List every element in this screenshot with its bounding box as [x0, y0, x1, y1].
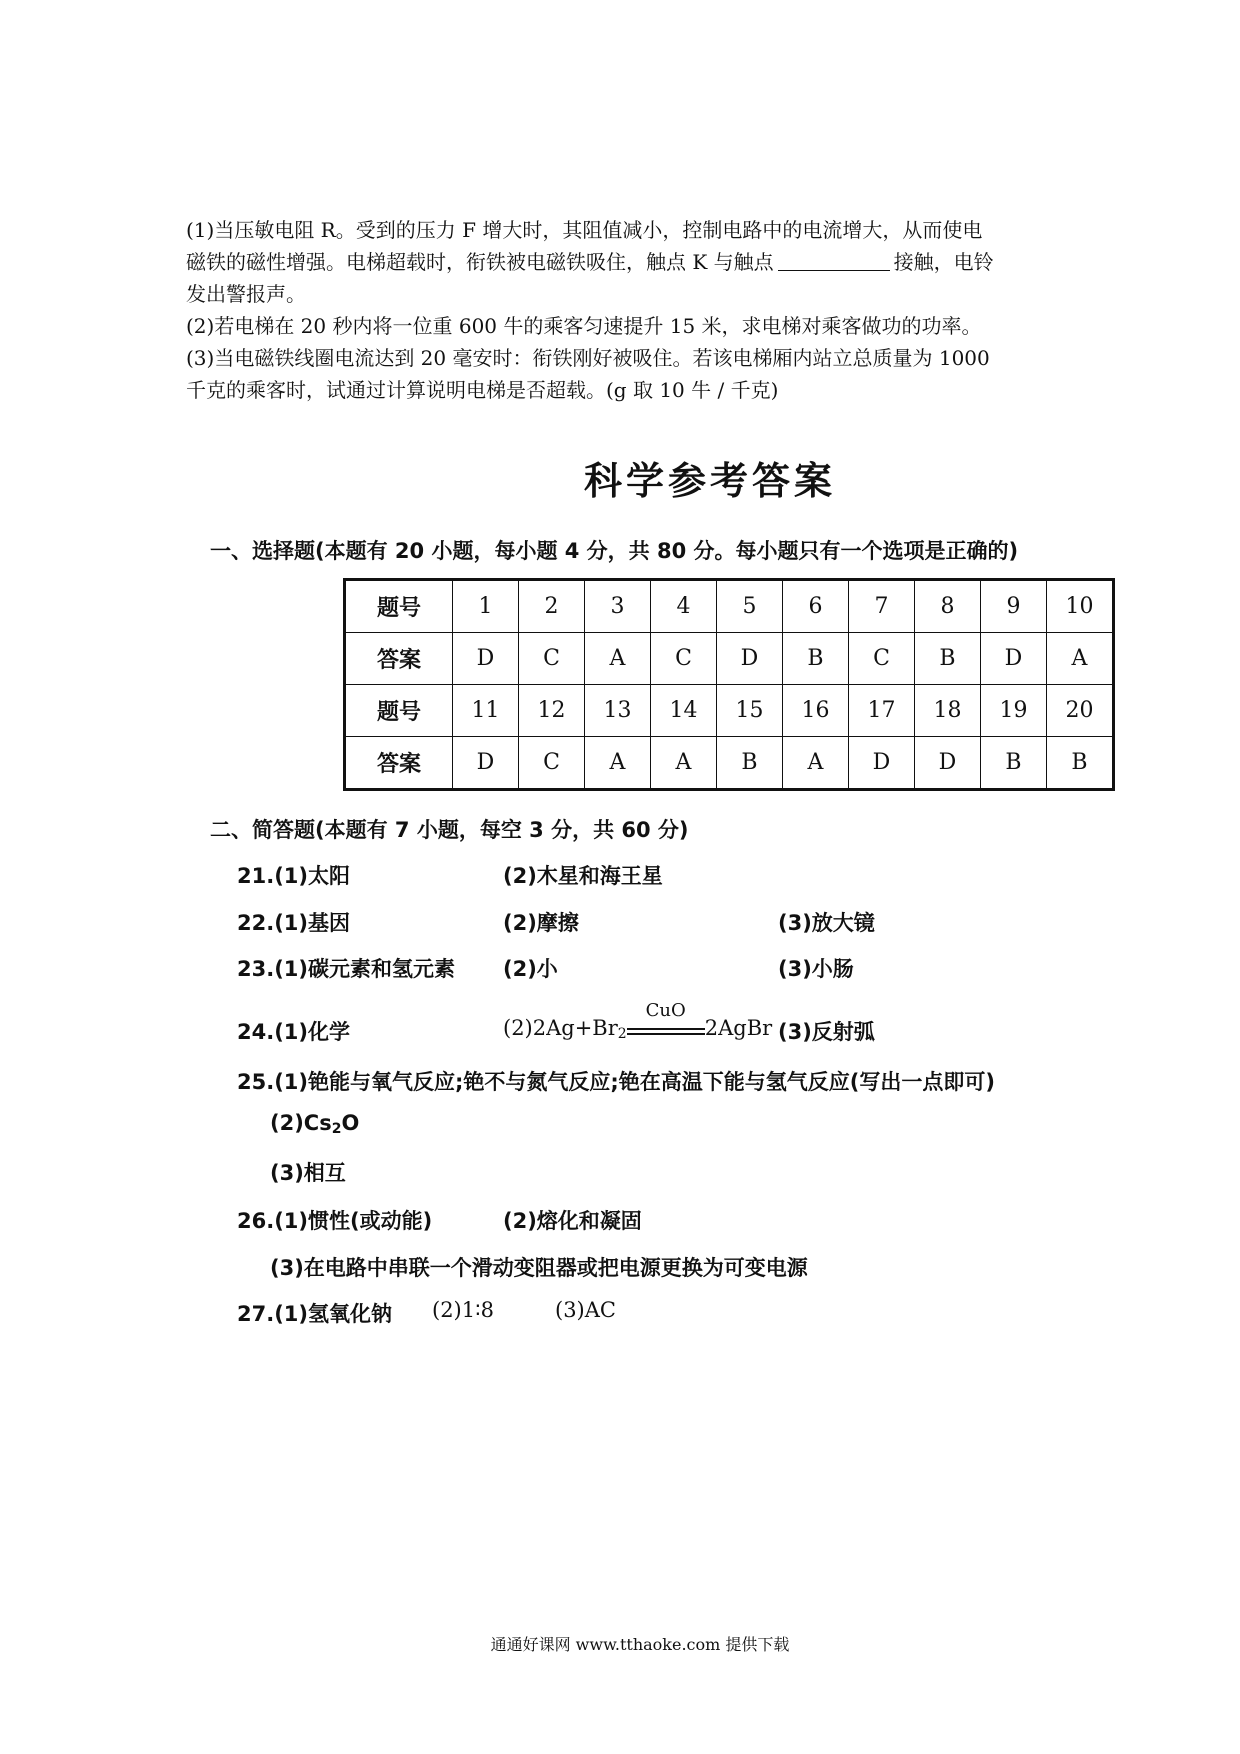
answer-cell: C	[651, 633, 717, 685]
answer-26-2: (2)熔化和凝固	[503, 1209, 642, 1233]
answer-cell: B	[717, 737, 783, 790]
question-number-cell: 6	[783, 580, 849, 633]
answer-22-3: (3)放大镜	[778, 911, 875, 935]
table-row	[345, 685, 1114, 737]
section-heading-choice: 一、选择题(本题有 20 小题，每小题 4 分，共 80 分。每小题只有一个选项是正确的)	[210, 539, 1019, 563]
question-number-cell: 2	[519, 580, 585, 633]
answer-24-2-equation: $(2)2Ag+Br_2$ CuO 2AgBr	[503, 1000, 773, 1042]
question-number-cell: 18	[915, 685, 981, 737]
answer-21-2: (2)木星和海王星	[503, 864, 663, 888]
answer-cell: D	[915, 737, 981, 790]
question-line: (3)当电磁铁线圈电流达到 20 毫安时：衔铁刚好被吸住。若该电梯厢内站立总质量为 1000	[186, 346, 990, 370]
answer-cell: A	[585, 737, 651, 790]
table-row	[345, 737, 1114, 790]
answer-cell: B	[981, 737, 1047, 790]
question-number-cell: 9	[981, 580, 1047, 633]
question-number-cell: 5	[717, 580, 783, 633]
question-line: 发出警报声。	[186, 282, 306, 306]
question-number-cell: 14	[651, 685, 717, 737]
answer-22-1: 22.(1)基因	[237, 911, 351, 935]
answer-blank	[778, 250, 890, 271]
answer-cell: A	[585, 633, 651, 685]
question-number-cell: 16	[783, 685, 849, 737]
answer-22-2: (2)摩擦	[503, 911, 579, 935]
question-number-cell: 17	[849, 685, 915, 737]
question-number-cell: 4	[651, 580, 717, 633]
answer-25-3: (3)相互	[270, 1161, 346, 1185]
answer-24-1: 24.(1)化学	[237, 1020, 351, 1044]
answer-27-2: (2)1∶8	[432, 1298, 494, 1322]
question-line: 千克的乘客时，试通过计算说明电梯是否超载。(g 取 10 牛 / 千克)	[186, 378, 779, 402]
answer-cell: B	[783, 633, 849, 685]
question-number-cell: 11	[453, 685, 519, 737]
answer-cell: C	[519, 737, 585, 790]
table-row	[345, 580, 1114, 633]
question-line: 磁铁的磁性增强。电梯超载时，衔铁被电磁铁吸住，触点 K 与触点 接触，电铃	[186, 250, 994, 274]
question-number-cell: 12	[519, 685, 585, 737]
answer-cell: C	[849, 633, 915, 685]
answer-cell: A	[783, 737, 849, 790]
answer-27-3: (3)AC	[555, 1298, 616, 1322]
answer-cell: B	[915, 633, 981, 685]
answer-25-2: $(2)Cs_2O$	[270, 1111, 360, 1137]
answer-cell: B	[1047, 737, 1114, 790]
footer-credit: 通通好课网 www.tthaoke.com 提供下载	[490, 1635, 790, 1654]
question-number-cell: 3	[585, 580, 651, 633]
answer-23-2: (2)小	[503, 957, 558, 981]
row-label: 题号	[345, 580, 453, 633]
question-text	[186, 214, 1066, 406]
answer-cell: C	[519, 633, 585, 685]
answer-cell: D	[717, 633, 783, 685]
answer-23-1: 23.(1)碳元素和氢元素	[237, 957, 456, 981]
catalyst-label: CuO	[645, 1000, 686, 1021]
section-heading-short: 二、简答题(本题有 7 小题，每空 3 分，共 60 分)	[210, 818, 689, 842]
answer-cell: D	[981, 633, 1047, 685]
answer-26-1: 26.(1)惯性(或动能)	[237, 1209, 433, 1233]
question-number-cell: 10	[1047, 580, 1114, 633]
answer-table	[343, 578, 1115, 791]
reaction-arrow	[627, 1000, 705, 1035]
page-title: 科学参考答案	[583, 459, 836, 503]
question-number-cell: 13	[585, 685, 651, 737]
question-number-cell: 1	[453, 580, 519, 633]
row-label: 题号	[345, 685, 453, 737]
question-number-cell: 15	[717, 685, 783, 737]
question-number-cell: 8	[915, 580, 981, 633]
answer-21-1: 21.(1)太阳	[237, 864, 351, 888]
answer-cell: D	[453, 737, 519, 790]
question-number-cell: 19	[981, 685, 1047, 737]
question-number-cell: 20	[1047, 685, 1114, 737]
answer-cell: D	[453, 633, 519, 685]
answer-24-3: (3)反射弧	[778, 1020, 875, 1044]
table-row	[345, 633, 1114, 685]
answer-27-1: 27.(1)氢氧化钠	[237, 1302, 393, 1326]
answer-cell: A	[1047, 633, 1114, 685]
answer-cell: A	[651, 737, 717, 790]
row-label: 答案	[345, 633, 453, 685]
answer-25-1: 25.(1)铯能与氧气反应;铯不与氮气反应;铯在高温下能与氢气反应(写出一点即可)	[237, 1070, 995, 1094]
question-line: (2)若电梯在 20 秒内将一位重 600 牛的乘客匀速提升 15 米，求电梯对乘客做功的功率。	[186, 314, 982, 338]
answer-23-3: (3)小肠	[778, 957, 854, 981]
question-number-cell: 7	[849, 580, 915, 633]
row-label: 答案	[345, 737, 453, 790]
answer-cell: D	[849, 737, 915, 790]
question-line: (1)当压敏电阻 R。受到的压力 F 增大时，其阻值减小，控制电路中的电流增大，从而使电	[186, 218, 983, 242]
answer-26-3: (3)在电路中串联一个滑动变阻器或把电源更换为可变电源	[270, 1256, 808, 1280]
